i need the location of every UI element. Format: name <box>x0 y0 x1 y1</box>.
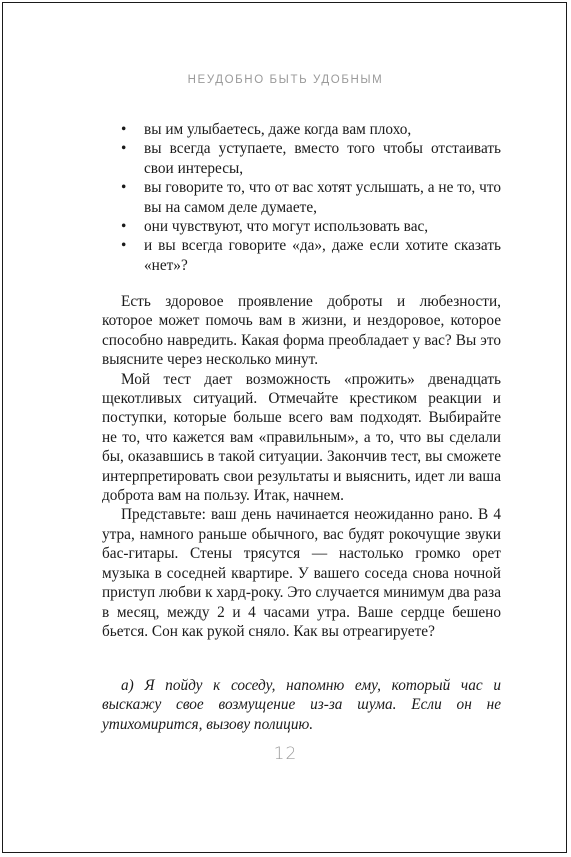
list-item <box>121 139 501 178</box>
running-head: НЕУДОБНО БЫТЬ УДОБНЫМ <box>187 74 384 86</box>
body-text <box>102 292 501 641</box>
list-item <box>121 120 501 139</box>
list-item-text: вы говорите то, что от вас хотят услышать, а не то, что вы на самом деле думаете, <box>144 179 501 216</box>
bullet-marker: • <box>121 218 127 236</box>
bullet-marker: • <box>121 121 127 138</box>
list-item-text: вы им улыбаетесь, даже когда вам плохо, <box>144 121 412 138</box>
list-item <box>121 178 501 217</box>
list-item-text: они чувствуют, что могут использовать вас, <box>144 218 429 236</box>
bullet-marker: • <box>121 179 127 197</box>
bullet-list <box>121 120 501 275</box>
paragraph-test-description: Мой тест дает возможность «прожить» двенадцать щекотливых ситуаций. Отмечайте крестиком реакции и поступки, которые больше всего вам подходят. Выбирайте не то, что кажется вам «правильным», а то, что вы сделали бы, оказавшись в такой ситуации. Закончив тест, вы сможете интерпретировать свои результаты и выяснить, идет ли ваша доброта вам на пользу. Итак, начнем. <box>102 370 501 505</box>
paragraph-situation: Представьте: ваш день начинается неожиданно рано. В 4 утра, намного раньше обычного, вас будят рокочущие звуки бас-гитары. Стены трясутся — настолько громко орет музыка в соседней квартире. У вашего соседа снова ночной приступ любви к хард-року. Это случается минимум два раза в месяц, между 2 и 4 часами утра. Ваше сердце бешено бьется. Сон как рукой сняло. Как вы отреагируете? <box>102 506 501 640</box>
list-item <box>121 236 501 275</box>
list-item <box>121 217 501 236</box>
answer-option-a: а) Я пойду к соседу, напомню ему, который час и выскажу свое возмущение из-за шума. Если он не утихомирится, вызову полицию. <box>102 677 501 733</box>
page-number: 12 <box>273 744 298 764</box>
list-item-text: вы всегда уступаете, вместо того чтобы отстаивать свои интересы, <box>144 140 501 177</box>
list-item-text: и вы всегда говорите «да», даже если хотите сказать «нет»? <box>144 237 501 274</box>
paragraph-intro: Есть здоровое проявление доброты и любезности, которое может помочь вам в жизни, и нездоровое, которое способно навредить. Какая форма преобладает у вас? Вы это выясните через несколько минут. <box>102 293 501 369</box>
bullet-marker: • <box>121 237 127 255</box>
bullet-marker: • <box>121 140 127 158</box>
